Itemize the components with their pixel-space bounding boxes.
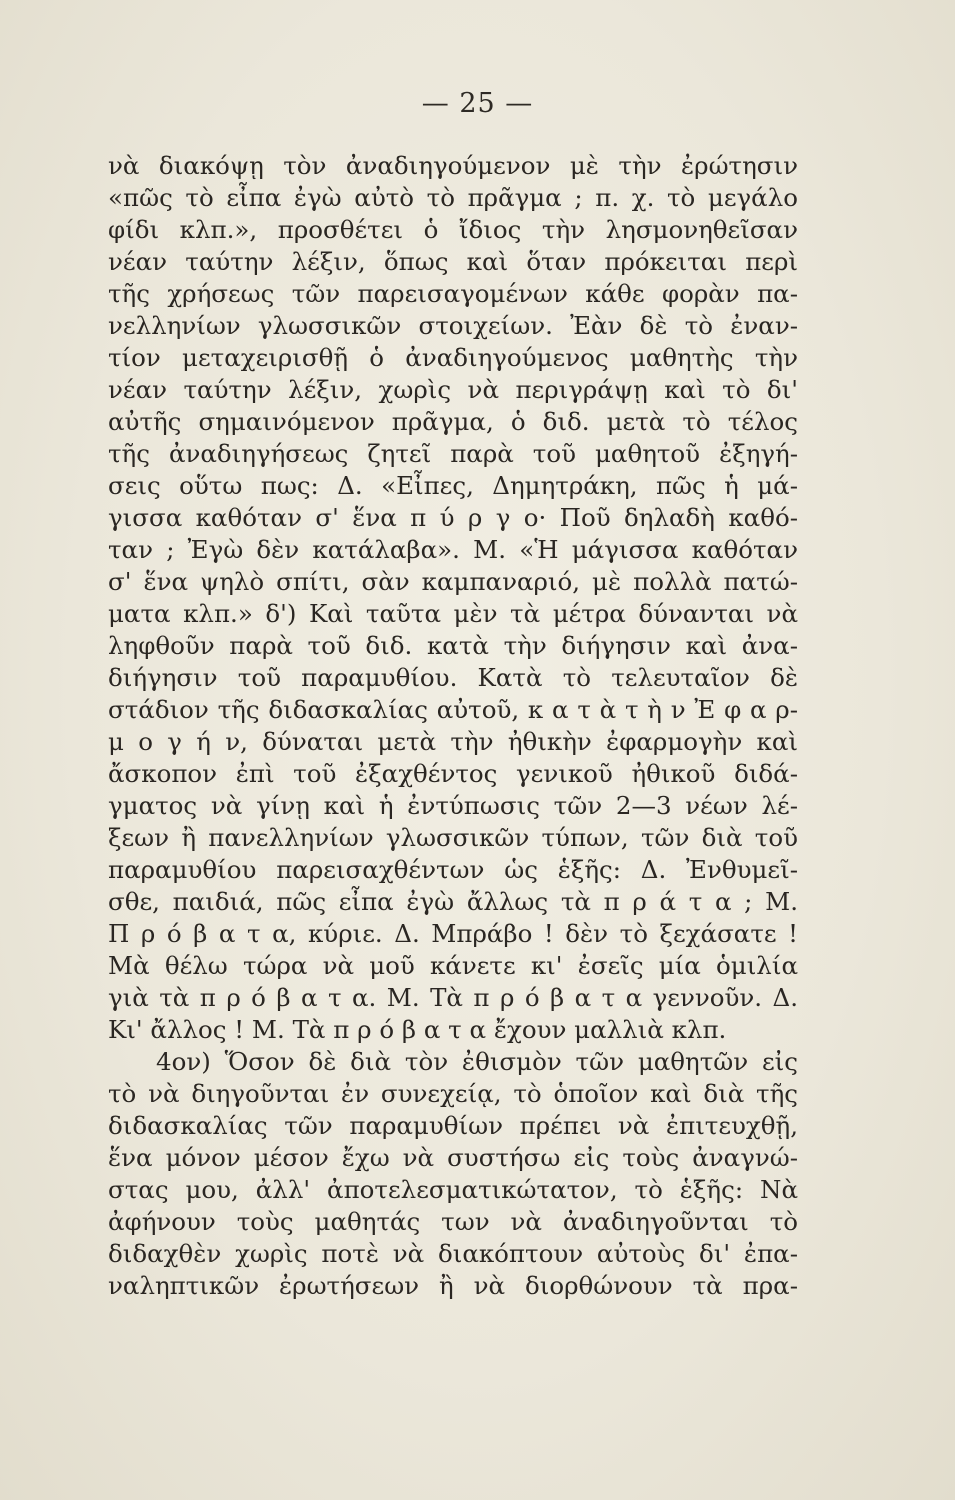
text-line: Κι' ἄλλος ! Μ. Τὰ π ρ ό β α τ α ἔχουν μαλλιὰ κλπ. xyxy=(108,1015,727,1044)
body-text xyxy=(108,150,798,1302)
text-line: ἄσκοπον ἐπὶ τοῦ ἐξαχθέντος γενικοῦ ἠθικοῦ διδά- xyxy=(108,759,798,788)
text-line: Π ρ ό β α τ α, κύριε. Δ. Μπράβο ! δὲν τὸ ξεχάσατε ! xyxy=(108,919,798,948)
text-line: διήγησιν τοῦ παραμυθίου. Κατὰ τὸ τελευταῖον δὲ xyxy=(108,663,798,692)
text-line: ἀφήνουν τοὺς μαθητάς των νὰ ἀναδιηγοῦνται τὸ xyxy=(108,1207,798,1236)
text-line: αὐτῆς σημαινόμενον πρᾶγμα, ὁ διδ. μετὰ τὸ τέλος xyxy=(108,407,798,436)
text-line: γιὰ τὰ π ρ ό β α τ α. Μ. Τὰ π ρ ό β α τ α γεννοῦν. Δ. xyxy=(108,983,798,1012)
text-line: τὸ νὰ διηγοῦνται ἐν συνεχείᾳ, τὸ ὁποῖον καὶ διὰ τῆς xyxy=(108,1079,798,1108)
text-line: σθε, παιδιά, πῶς εἶπα ἐγὼ ἄλλως τὰ π ρ ά τ α ; Μ. xyxy=(108,887,798,916)
page-number: — 25 — xyxy=(421,88,534,119)
text-line: νὰ διακόψῃ τὸν ἀναδιηγούμενον μὲ τὴν ἐρώτησιν xyxy=(108,151,798,180)
text-line: Μὰ θέλω τώρα νὰ μοῦ κάνετε κι' ἐσεῖς μία ὁμιλία xyxy=(108,951,798,980)
text-line: ταν ; Ἐγὼ δὲν κατάλαβα». Μ. «Ἡ μάγισσα καθόταν xyxy=(108,535,798,564)
text-line: διδαχθὲν χωρὶς ποτὲ νὰ διακόπτουν αὐτοὺς δι' ἐπα- xyxy=(108,1239,798,1268)
text-line: «πῶς τὸ εἶπα ἐγὼ αὐτὸ τὸ πρᾶγμα ; π. χ. τὸ μεγάλο xyxy=(108,183,798,212)
text-line: 4ον) Ὅσον δὲ διὰ τὸν ἐθισμὸν τῶν μαθητῶν εἰς xyxy=(156,1047,798,1076)
text-line: φίδι κλπ.», προσθέτει ὁ ἴδιος τὴν λησμονηθεῖσαν xyxy=(108,215,798,244)
text-line: στάδιον τῆς διδασκαλίας αὐτοῦ, κ α τ ὰ τ ὴ ν Ἐ φ α ρ- xyxy=(108,695,798,724)
text-line: παραμυθίου παρεισαχθέντων ὡς ἑξῆς: Δ. Ἐνθυμεῖ- xyxy=(108,855,798,884)
text-line: ματα κλπ.» δ') Καὶ ταῦτα μὲν τὰ μέτρα δύνανται νὰ xyxy=(108,599,798,628)
text-line: τίον μεταχειρισθῇ ὁ ἀναδιηγούμενος μαθητὴς τὴν xyxy=(108,343,798,372)
text-line: μ ο γ ή ν, δύναται μετὰ τὴν ἠθικὴν ἐφαρμογὴν καὶ xyxy=(108,727,798,756)
text-line: ἕνα μόνον μέσον ἔχω νὰ συστήσω εἰς τοὺς ἀναγνώ- xyxy=(108,1143,798,1172)
text-line: νέαν ταύτην λέξιν, χωρὶς νὰ περιγράψῃ καὶ τὸ δι' xyxy=(108,375,798,404)
text-line: γματος νὰ γίνῃ καὶ ἡ ἐντύπωσις τῶν 2—3 νέων λέ- xyxy=(108,791,798,820)
text-line: στας μου, ἀλλ' ἀποτελεσματικώτατον, τὸ ἑξῆς: Νὰ xyxy=(108,1175,798,1204)
text-line: σεις οὕτω πως: Δ. «Εἶπες, Δημητράκη, πῶς ἡ μά- xyxy=(108,471,798,500)
text-line: ληφθοῦν παρὰ τοῦ διδ. κατὰ τὴν διήγησιν καὶ ἀνα- xyxy=(108,631,798,660)
text-line: νελληνίων γλωσσικῶν στοιχείων. Ἐὰν δὲ τὸ ἐναν- xyxy=(108,311,798,340)
text-line: ναληπτικῶν ἐρωτήσεων ἢ νὰ διορθώνουν τὰ πρα- xyxy=(108,1271,798,1300)
text-line: σ' ἕνα ψηλὸ σπίτι, σὰν καμπαναριό, μὲ πολλὰ πατώ- xyxy=(108,567,798,596)
text-line: νέαν ταύτην λέξιν, ὅπως καὶ ὅταν πρόκειται περὶ xyxy=(108,247,798,276)
text-line: ξεων ἢ πανελληνίων γλωσσικῶν τύπων, τῶν διὰ τοῦ xyxy=(108,823,798,852)
text-line: τῆς χρήσεως τῶν παρεισαγομένων κάθε φορὰν πα- xyxy=(108,279,798,308)
text-line: διδασκαλίας τῶν παραμυθίων πρέπει νὰ ἐπιτευχθῇ, xyxy=(108,1111,798,1140)
text-line: γισσα καθόταν σ' ἕνα π ύ ρ γ ο· Ποῦ δηλαδὴ καθό- xyxy=(108,503,798,532)
text-line: τῆς ἀναδιηγήσεως ζητεῖ παρὰ τοῦ μαθητοῦ ἐξηγή- xyxy=(108,439,798,468)
